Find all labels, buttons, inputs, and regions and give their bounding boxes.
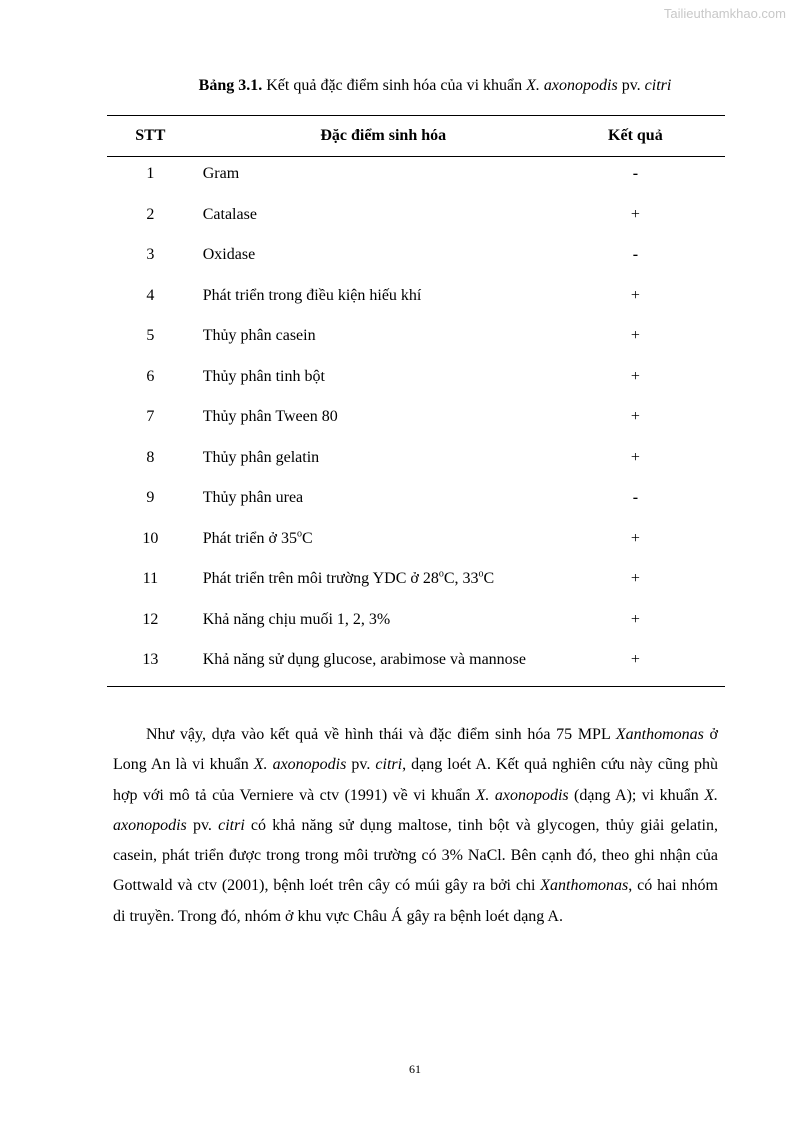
para-text: Như vậy, dựa vào kết quả về hình thái và đặc điểm sinh hóa 75 MPL: [146, 726, 616, 743]
cell-result: +: [630, 570, 640, 587]
para-italic: X. axonopodis: [475, 786, 569, 804]
caption-pathovar: citri: [644, 77, 672, 94]
cell-stt: 6: [146, 367, 155, 385]
cell-desc: [194, 564, 564, 605]
table-row: [107, 362, 725, 403]
table-row: [107, 157, 725, 200]
cell-desc-part: Phát triển ở 35: [202, 529, 297, 547]
cell-stt: 3: [146, 246, 155, 263]
cell-result: +: [630, 529, 640, 547]
para-text: có khả năng sử dụng maltose, tinh bột và glycogen, thủy giải gelatin, casein, phát triển được trong trong môi trường có 3% NaCl. Bên cạnh đó, theo ghi nhận của Gottwald và ctv (2001), bệnh loét trên cây có múi gây ra bởi chi: [113, 816, 719, 895]
cell-desc: Catalase: [202, 205, 257, 223]
para-italic: Xanthomonas: [615, 726, 704, 743]
cell-stt: 10: [142, 529, 159, 547]
cell-result: +: [630, 448, 640, 466]
para-text: , dạng loét A. Kết quả nghiên cứu này cũng phù hợp với mô tả của Verniere và ctv (1991) về vi khuẩn: [113, 756, 718, 804]
table-header-row: [107, 116, 725, 157]
cell-stt: 2: [146, 205, 155, 223]
cell-stt: 4: [146, 286, 155, 304]
para-text: pv.: [186, 816, 219, 834]
caption-label: Bảng 3.1.: [198, 77, 263, 94]
table-row: [107, 645, 725, 686]
cell-stt: 8: [146, 448, 155, 466]
header-result: Kết quả: [564, 116, 725, 157]
cell-result: +: [630, 327, 640, 344]
table-row: [107, 240, 725, 281]
table-caption: [0, 77, 794, 95]
para-italic: X. axonopodis: [253, 756, 347, 774]
cell-result: +: [630, 367, 640, 385]
para-italic: X. axonopodis: [113, 786, 719, 834]
body-paragraph: [113, 720, 718, 932]
cell-desc: Khả năng chịu muối 1, 2, 3%: [202, 610, 391, 628]
para-italic: citri: [218, 816, 245, 834]
cell-desc-part: C: [301, 529, 313, 547]
cell-stt: 11: [142, 570, 159, 587]
para-italic: citri: [375, 756, 403, 774]
degree-sup: o: [438, 568, 444, 580]
cell-desc: Oxidase: [202, 246, 256, 263]
para-text: pv.: [346, 756, 376, 774]
caption-species: X. axonopodis: [526, 77, 618, 94]
cell-desc: Thủy phân tinh bột: [202, 367, 325, 385]
cell-result: -: [632, 165, 639, 182]
watermark: Tailieuthamkhao.com: [663, 6, 786, 21]
degree-sup: o: [478, 568, 484, 580]
table-row: [107, 605, 725, 646]
table-row: [107, 402, 725, 443]
cell-stt: 1: [146, 165, 155, 182]
cell-result: +: [630, 286, 640, 304]
cell-result: +: [564, 645, 725, 686]
cell-desc-part: Phát triển trên môi trường YDC ở 28: [202, 570, 439, 587]
page-number: 61: [409, 1062, 421, 1076]
cell-desc: Gram: [202, 165, 240, 182]
cell-stt: 5: [146, 327, 155, 344]
cell-stt: 13: [107, 645, 194, 686]
table-row: [107, 281, 725, 322]
cell-desc: Thủy phân Tween 80: [202, 408, 338, 425]
cell-desc: Thủy phân gelatin: [202, 448, 320, 466]
cell-desc: Thủy phân urea: [202, 489, 304, 506]
cell-stt: 12: [142, 610, 159, 628]
table-row: [107, 200, 725, 241]
caption-text-between: pv.: [617, 77, 645, 94]
cell-desc: [194, 524, 564, 565]
cell-desc: Khả năng sử dụng glucose, arabimose và mannose: [194, 645, 564, 686]
table-row: [107, 321, 725, 362]
biochemical-table: [107, 115, 725, 687]
cell-desc-part: C: [483, 570, 495, 587]
table-row: [107, 524, 725, 565]
cell-result: -: [632, 489, 639, 506]
caption-text: Kết quả đặc điểm sinh hóa của vi khuẩn: [262, 77, 527, 94]
table-row: [107, 443, 725, 484]
table-row: [107, 483, 725, 524]
cell-result: -: [632, 246, 639, 263]
table-row: [107, 564, 725, 605]
cell-stt: 7: [146, 408, 155, 425]
cell-result: +: [630, 205, 640, 223]
cell-desc-part: C, 33: [443, 570, 479, 587]
cell-desc: Phát triển trong điều kiện hiếu khí: [202, 286, 422, 304]
para-text: ở Long An là vi khuẩn: [113, 726, 718, 774]
header-stt: STT: [107, 116, 194, 157]
para-text: , có hai nhóm di truyền. Trong đó, nhóm ở khu vực Châu Á gây ra bệnh loét dạng A.: [113, 877, 719, 925]
para-text: (dạng A); vi khuẩn: [568, 786, 705, 804]
para-italic: Xanthomonas: [540, 877, 629, 895]
cell-desc: Thủy phân casein: [202, 327, 316, 344]
header-desc: Đặc điểm sinh hóa: [194, 116, 564, 157]
cell-result: +: [630, 408, 640, 425]
cell-result: +: [630, 610, 640, 628]
cell-stt: 9: [146, 489, 155, 506]
degree-sup: o: [296, 528, 302, 540]
